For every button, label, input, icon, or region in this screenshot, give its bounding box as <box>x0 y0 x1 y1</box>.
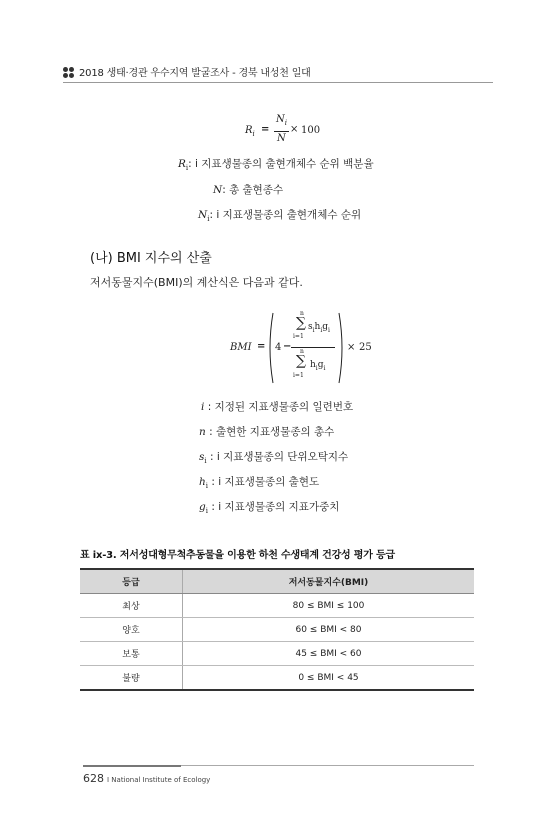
grade-cell: 양호 <box>80 618 183 642</box>
grade-cell: 불량 <box>80 666 183 691</box>
section-intro: 저서동물지수(BMI)의 계산식은 다음과 같다. <box>90 276 303 289</box>
column-header-grade: 등급 <box>80 569 183 594</box>
definition-n: N: 총 출현종수 <box>213 184 284 196</box>
grade-cell: 보통 <box>80 642 183 666</box>
definition-ni: $N_i$: i 지표생물종의 출현개체수 순위 <box>198 209 362 224</box>
formula-bmi-factor: 25 <box>359 342 372 353</box>
footer-rule <box>181 765 474 766</box>
table-row <box>80 594 474 618</box>
publisher-name: I National Institute of Ecology <box>107 776 211 784</box>
bmi-grade-table <box>80 568 474 691</box>
table-row <box>80 642 474 666</box>
table-header-row <box>80 569 474 594</box>
table-row <box>80 618 474 642</box>
table-row <box>80 666 474 691</box>
left-paren-icon <box>266 312 274 384</box>
bmi-range-cell: 45 ≤ BMI < 60 <box>183 642 475 666</box>
formula-ri: $R_i$ = $N_i$ N × 100 <box>245 114 321 144</box>
column-header-bmi: 저서동물지수(BMI) <box>183 569 475 594</box>
bmi-range-cell: 60 ≤ BMI < 80 <box>183 618 475 642</box>
grade-cell: 최상 <box>80 594 183 618</box>
section-title: (나) BMI 지수의 산출 <box>90 251 212 266</box>
formula-bmi: BMI = 4 − n ∑ i=1 $s_ih_ig_i$ n ∑ i=1 $h_ig_i$ × <box>230 312 360 384</box>
definition-n-total: n : 출현한 지표생물종의 총수 <box>199 426 335 438</box>
table-caption: 표 ix-3. 저서성대형무척추동물을 이용한 하천 수생태계 건강성 평가 등급 <box>80 550 395 561</box>
right-paren-icon <box>338 312 346 384</box>
header-rule <box>63 82 493 83</box>
definition-hi: $h_i$ : i 지표생물종의 출현도 <box>199 476 320 491</box>
bmi-range-cell: 80 ≤ BMI ≤ 100 <box>183 594 475 618</box>
header-bullet-icon <box>63 67 75 79</box>
bmi-range-cell: 0 ≤ BMI < 45 <box>183 666 475 691</box>
definition-ri: $R_i$: i 지표생물종의 출현개체수 순위 백분율 <box>178 158 374 173</box>
footer-rule-accent <box>83 765 181 767</box>
page-number: 628 <box>83 772 104 785</box>
definition-si: $s_i$ : i 지표생물종의 단위오탁지수 <box>199 451 349 466</box>
running-header: 2018 생태·경관 우수지역 발굴조사 - 경북 내성천 일대 <box>79 68 311 79</box>
definition-gi: $g_i$ : i 지표생물종의 지표가중치 <box>199 501 340 516</box>
definition-i: i : 지정된 지표생물종의 일련번호 <box>201 401 354 413</box>
